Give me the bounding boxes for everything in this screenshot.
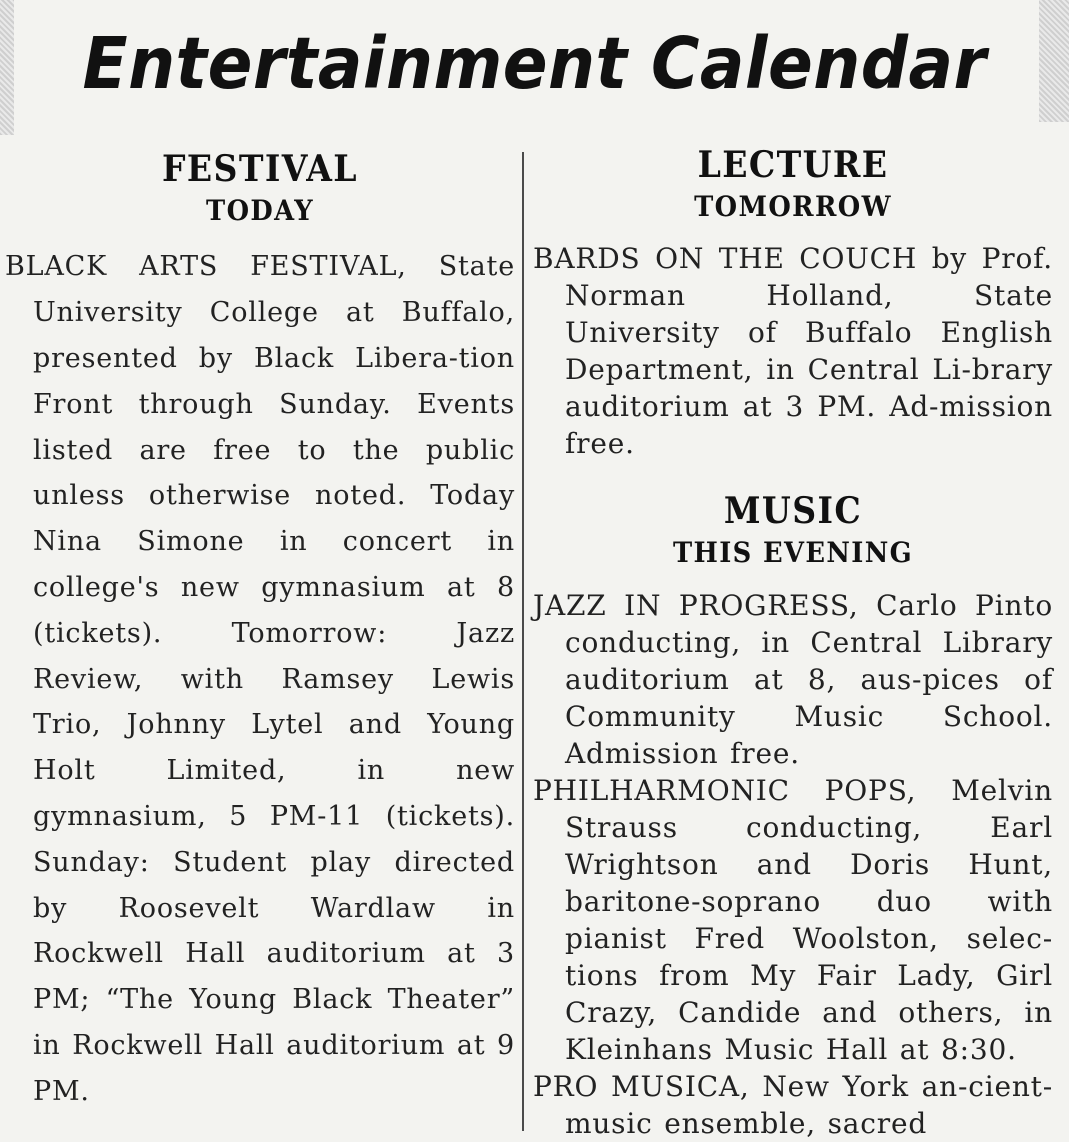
section-subheading-today: TODAY — [206, 193, 314, 227]
page-edge-right — [1039, 0, 1069, 122]
section-subheading-this-evening: THIS EVENING — [672, 535, 914, 569]
page-edge-left — [0, 0, 14, 135]
section-heading-music: MUSIC — [723, 490, 863, 533]
listing-jazz-in-progress: JAZZ IN PROGRESS, Carlo Pinto conducting, in Central Library auditorium at 8, aus-pices of Community Music School. Admission free. — [533, 588, 1053, 770]
listing-bards-on-the-couch: BARDS ON THE COUCH by Prof. Norman Holland, State University of Buffalo English Department, in Central Li-brary auditorium at 3 PM. Ad-mission free. — [533, 242, 1053, 461]
left-column — [5, 150, 515, 1115]
right-column — [533, 146, 1053, 1142]
listing-pro-musica: PRO MUSICA, New York an-cient-music ensemble, sacred — [533, 1069, 1053, 1140]
section-heading-lecture: LECTURE — [697, 144, 889, 186]
listing-philharmonic-pops: PHILHARMONIC POPS, Melvin Strauss conducting, Earl Wrightson and Doris Hunt, baritone-soprano duo with pianist Fred Woolston, selec-tions from My Fair Lady, Girl Crazy, Candide and others, in Kleinhans Music Hall at 8:30. — [533, 773, 1053, 1066]
section-heading-festival: FESTIVAL — [162, 148, 358, 190]
listing-black-arts-festival: BLACK ARTS FESTIVAL, State University College at Buffalo, presented by Black Libera-tion Front through Sunday. Events listed are free to the public unless otherwise noted. Today Nina Simone in concert in college's new gymnasium at 8 (tickets). Tomorrow: Jazz Review, with Ramsey Lewis Trio, Johnny Lytel and Young Holt Limited, in new gymnasium, 5 PM-11 (tickets). Sunday: Student play directed by Roosevelt Wardlaw in Rockwell Hall auditorium at 3 PM; “The Young Black Theater” in Rockwell Hall auditorium at 9 PM. — [5, 251, 515, 1107]
section-subheading-tomorrow: TOMORROW — [694, 189, 892, 223]
calendar-title: Entertainment Calendar — [82, 22, 987, 105]
column-divider — [522, 152, 524, 1131]
